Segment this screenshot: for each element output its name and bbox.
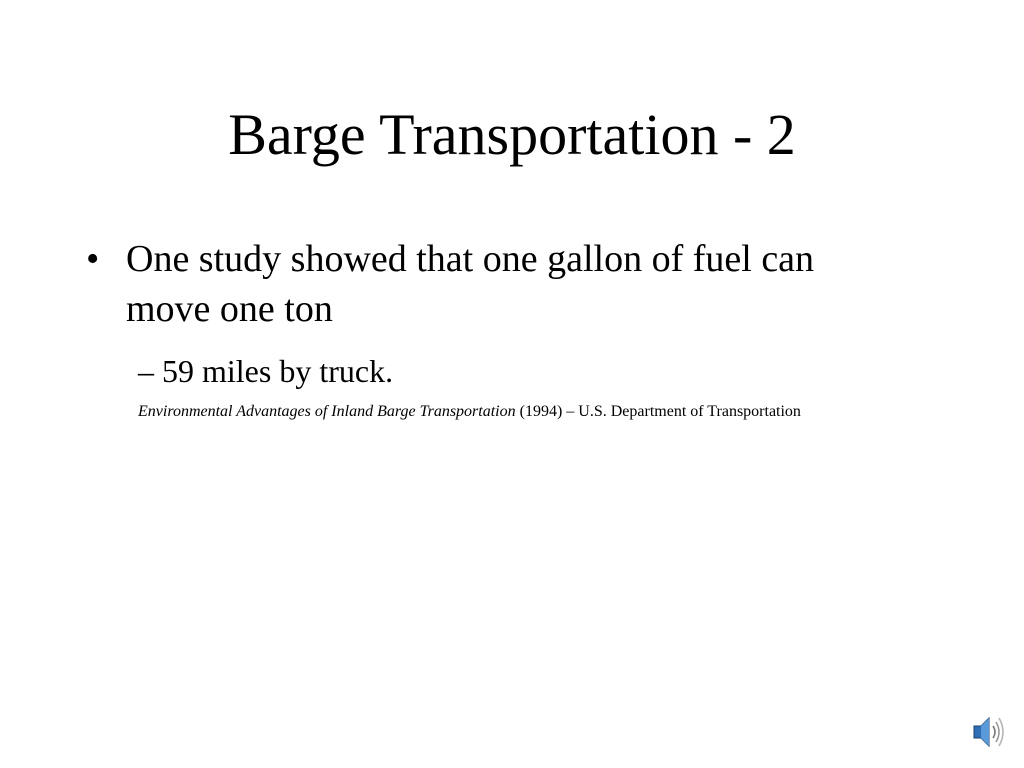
sub-bullet-text: – 59 miles by truck. [138, 353, 394, 389]
citation-source: (1994) – U.S. Department of Transportation [515, 403, 801, 420]
citation [138, 400, 910, 424]
bullet-item [86, 234, 906, 334]
speaker-icon-graphic [972, 712, 1006, 752]
slide-title: Barge Transportation - 2 [228, 102, 796, 167]
speaker-icon[interactable] [972, 712, 1006, 752]
bullet-marker: • [86, 238, 100, 280]
sub-bullet-item [138, 350, 898, 392]
citation-title: Environmental Advantages of Inland Barge Transportation [138, 403, 516, 420]
bullet-text: One study showed that one gallon of fuel can move one ton [126, 238, 815, 330]
